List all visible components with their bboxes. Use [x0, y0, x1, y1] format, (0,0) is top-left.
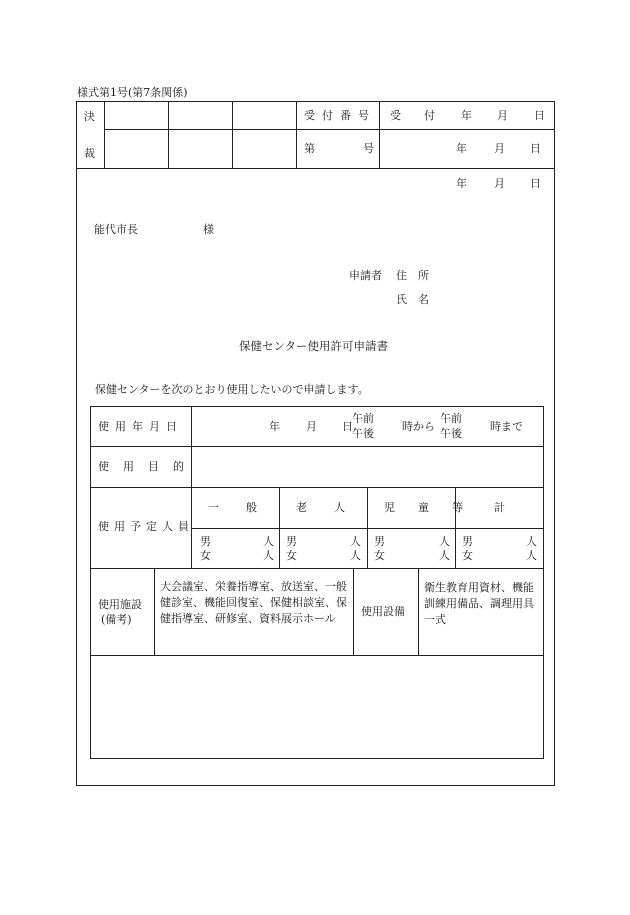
application-month: 月	[494, 177, 505, 190]
col-general: 一 般	[208, 501, 265, 514]
table-top	[90, 406, 544, 407]
row-line-1	[90, 446, 544, 447]
start-am: 午前	[352, 412, 374, 425]
kessai-char-1: 決	[84, 110, 95, 123]
header-col-1	[104, 101, 105, 169]
row-line-2	[90, 487, 544, 488]
facility-col-1	[154, 568, 155, 656]
children-male-unit: 人	[439, 535, 450, 548]
application-year: 年	[456, 177, 467, 190]
table-bottom	[90, 758, 544, 759]
decision-year: 年	[456, 142, 467, 155]
from-label: 時から	[402, 420, 435, 433]
go-label: 号	[363, 142, 374, 155]
col-elderly: 老 人	[296, 501, 353, 514]
header-bottom-line	[76, 168, 555, 169]
elderly-male-label: 男	[286, 535, 297, 548]
use-date-day: 日	[342, 420, 353, 433]
equipment-label: 使用設備	[361, 605, 405, 618]
addressee-honorific: 様	[203, 223, 214, 236]
outer-frame-bottom	[76, 785, 555, 786]
children-female-unit: 人	[439, 549, 450, 562]
table-right	[543, 406, 544, 759]
elderly-female-label: 女	[286, 549, 297, 562]
facility-col-3	[418, 568, 419, 656]
outer-frame-top	[76, 101, 555, 102]
intro-text: 保健センターを次のとおり使用したいので申請します。	[95, 383, 369, 396]
end-am: 午前	[440, 412, 462, 425]
header-col-5	[379, 101, 380, 169]
end-pm: 午後	[440, 427, 462, 440]
outer-frame-left	[76, 101, 77, 786]
col-total: 計	[494, 501, 505, 514]
general-female-unit: 人	[263, 549, 274, 562]
receipt-month: 月	[497, 109, 508, 122]
children-male-label: 男	[374, 535, 385, 548]
purpose-label: 使用目的	[98, 460, 198, 473]
general-male-label: 男	[200, 535, 211, 548]
receipt-number-label: 受付番号	[304, 109, 376, 122]
receipt-label: 受 付	[390, 109, 441, 122]
elderly-male-unit: 人	[350, 535, 361, 548]
start-pm: 午後	[352, 427, 374, 440]
kessai-char-2: 裁	[84, 147, 95, 160]
facility-remarks-label: (備考)	[101, 613, 132, 626]
header-mid-line	[104, 129, 555, 130]
total-female-unit: 人	[526, 549, 537, 562]
total-male-label: 男	[462, 535, 473, 548]
dai-label: 第	[304, 142, 315, 155]
people-col-1	[279, 487, 280, 569]
people-col-3	[455, 487, 456, 569]
elderly-female-unit: 人	[350, 549, 361, 562]
row-line-3	[90, 568, 544, 569]
applicant-address-label: 住 所	[396, 269, 429, 282]
row-line-4	[90, 655, 544, 656]
general-male-unit: 人	[263, 535, 274, 548]
form-number-label: 様式第1号(第7条関係)	[77, 86, 188, 99]
col-children: 児 童 等	[384, 501, 469, 514]
outer-frame-right	[554, 101, 555, 786]
applicant-label: 申請者	[349, 269, 382, 282]
children-female-label: 女	[374, 549, 385, 562]
header-col-2	[168, 101, 169, 169]
total-female-label: 女	[462, 549, 473, 562]
total-male-unit: 人	[526, 535, 537, 548]
receipt-year: 年	[461, 109, 472, 122]
decision-day: 日	[530, 142, 541, 155]
application-day: 日	[530, 177, 541, 190]
facility-list: 大会議室、栄養指導室、放送室、一般健診室、機能回復室、保健相談室、保健指導室、研修室、資料展示ホール	[160, 580, 347, 625]
document-title: 保健センター使用許可申請書	[239, 339, 389, 353]
use-date-year: 年	[269, 420, 280, 433]
label-col-line	[191, 406, 192, 569]
people-label: 使用予定人員	[98, 520, 194, 533]
addressee-name: 能代市長	[94, 223, 138, 236]
table-left	[90, 406, 91, 759]
decision-month: 月	[494, 142, 505, 155]
receipt-day: 日	[534, 109, 545, 122]
facility-col-2	[353, 568, 354, 656]
until-label: 時まで	[490, 420, 523, 433]
use-date-month: 月	[306, 420, 317, 433]
people-col-2	[367, 487, 368, 569]
general-female-label: 女	[200, 549, 211, 562]
header-col-4	[296, 101, 297, 169]
facility-label: 使用施設	[98, 598, 142, 611]
equipment-list: 衛生教育用資材、機能訓練用備品、調理用具一式	[424, 581, 534, 626]
use-date-label: 使用年月日	[98, 420, 183, 433]
header-col-3	[232, 101, 233, 169]
applicant-name-label: 氏 名	[396, 293, 429, 306]
